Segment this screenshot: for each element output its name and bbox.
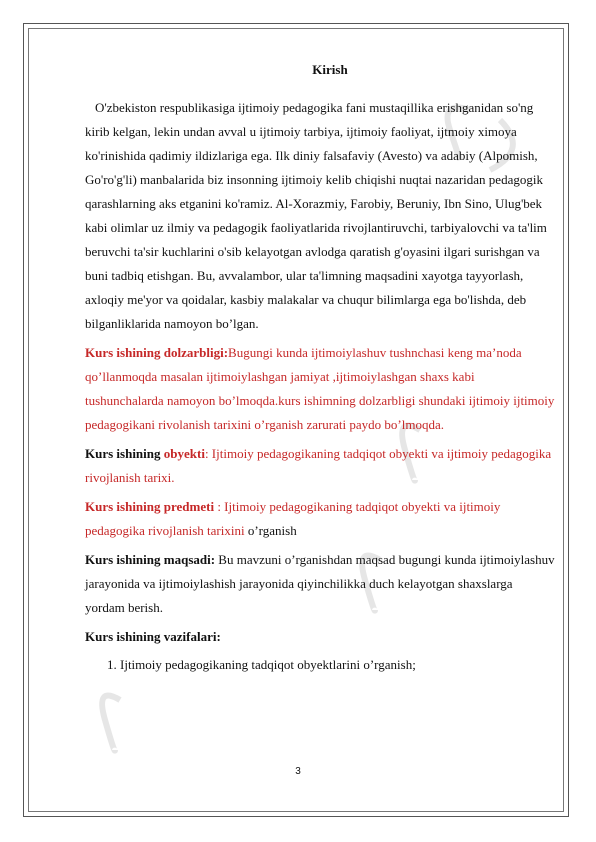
obyekti-paragraph	[85, 442, 555, 490]
predmeti-label: Kurs ishining predmeti	[85, 499, 215, 514]
dolzarbligi-paragraph	[85, 341, 555, 437]
obyekti-label-red: obyekti	[163, 446, 205, 461]
dolzarbligi-text: Bugungi kunda ijtimoiylashuv tushnchasi keng ma’noda qo’llanmoqda masalan ijtimoiylashgan jamiyat ,ijtimoiylashgan shaxs kabi tushunchalarda namoyon bo’lmoqda.kurs ishimning dolzarbligi shundaki ijtimoiy ijtimoiy pedagogikani rivolanish tarixini o’rganish zarurati paydo bo’lmoqda.	[85, 345, 555, 432]
list-item: 1. Ijtimoiy pedagogikaning tadqiqot obyektlarini o’rganish;	[120, 653, 555, 677]
vazifalari-heading	[85, 625, 555, 649]
maqsadi-paragraph	[85, 548, 555, 620]
predmeti-paragraph	[85, 495, 555, 543]
obyekti-label: Kurs ishining	[85, 446, 164, 461]
obyekti-text: : Ijtimoiy pedagogikaning tadqiqot obyekti va ijtimoiy pedagogika rivojlanish tarixi.	[85, 446, 552, 485]
maqsadi-text: Bu mavzuni o’rganishdan maqsad bugungi kunda ijtimoiylashuv jarayonida va ijtimoiylashish jarayonida qiyinchilikka duch kelayotgan shaxslarga yordam berish.	[85, 552, 555, 615]
predmeti-tail: o’rganish	[244, 523, 297, 538]
document-body	[85, 58, 555, 677]
page-number: 3	[295, 766, 301, 777]
dolzarbligi-label: Kurs ishining dolzarbligi:	[85, 345, 229, 360]
vazifalari-list	[85, 653, 555, 677]
predmeti-text: : Ijtimoiy pedagogikaning tadqiqot obyekti va ijtimoiy pedagogika rivojlanish tarixini	[85, 499, 501, 538]
vazifalari-label: Kurs ishining vazifalari:	[85, 629, 221, 644]
intro-paragraph: O'zbekiston respublikasiga ijtimoiy pedagogika fani mustaqillika erishganidan so'ng kirib kelgan, lekin undan avval u ijtimoiy tarbiya, ijtimoiy faoliyat, ijtmoiy ximoya ko'rinishida qadimiy ildizlariga ega. Ilk diniy falsafaviy (Avesto) va adabiy (Alpomish, Go'ro'g'li) manbalarida biz insonning ijtimoiy kelib chiqishi nuqtai nazaridan pedagogik qarashlarning aks etganini ko'ramiz. Al-Xorazmiy, Farobiy, Beruniy, Ibn Sino, Ulug'bek kabi olimlar uz ilmiy va pedagogik faoliyatlarida rivojlantiruvchi, tarbiyalovchi va ta'lim beruvchi ta'sir kuchlarini o'sib kelayotgan avlodga qaratish g'oyasini ilgari surishgan va buni tadbiq etishgan. Bu, avvalambor, ular ta'limning maqsadini xayotga tayyorlash, axloqiy me'yor va qoidalar, kasbiy malakalar va chuqur bilimlarga ega bo'lishda, deb bilganliklarida namoyon bo’lgan.	[85, 100, 547, 331]
maqsadi-label: Kurs ishining maqsadi:	[85, 552, 216, 567]
page-title: Kirish	[312, 62, 348, 77]
